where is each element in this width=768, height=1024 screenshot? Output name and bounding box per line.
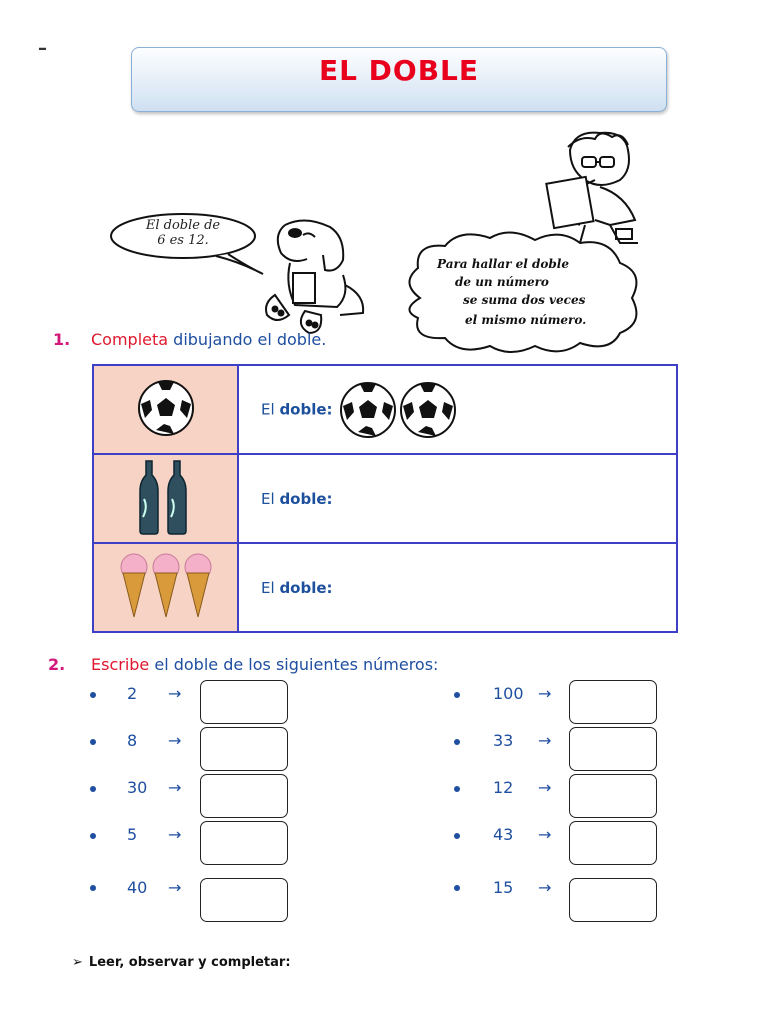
given-number: 5 <box>127 825 138 844</box>
given-number: 12 <box>493 778 514 797</box>
bullet-icon <box>454 833 460 839</box>
speech-bubble <box>108 212 268 286</box>
arrow-icon: → <box>168 731 182 750</box>
table-row <box>93 543 677 632</box>
answer-cell[interactable] <box>238 365 677 454</box>
header-dash: – <box>38 38 47 59</box>
speech-text <box>108 218 258 248</box>
given-number: 2 <box>127 684 138 703</box>
answer-label <box>261 490 333 508</box>
given-number: 30 <box>127 778 148 797</box>
speech-line-2: 6 es 12. <box>157 233 209 248</box>
table-row <box>93 365 677 454</box>
label-word: doble: <box>279 400 333 418</box>
arrow-icon: → <box>168 878 182 897</box>
page-title: EL DOBLE <box>318 54 480 87</box>
answer-cell[interactable] <box>238 454 677 543</box>
section-2-number: 2. <box>48 655 66 674</box>
exercise-row <box>454 774 664 818</box>
section-1-instruction <box>53 330 326 349</box>
arrow-icon: → <box>538 825 552 844</box>
bullet-icon <box>454 885 460 891</box>
answer-box[interactable] <box>200 727 288 771</box>
label-word: doble: <box>279 490 333 508</box>
answer-box[interactable] <box>200 821 288 865</box>
bullet-icon <box>90 739 96 745</box>
arrow-icon: → <box>168 825 182 844</box>
answer-box[interactable] <box>569 727 657 771</box>
label-word: doble: <box>279 579 333 597</box>
answer-box[interactable] <box>569 878 657 922</box>
exercise-row <box>454 821 664 865</box>
answer-label <box>261 579 333 597</box>
bullet-icon <box>454 692 460 698</box>
bullet-icon <box>90 833 96 839</box>
arrow-icon: → <box>168 684 182 703</box>
cloud-line-1: Para hallar el doble <box>437 257 569 271</box>
arrow-icon: → <box>538 878 552 897</box>
label-prefix: El <box>261 400 275 418</box>
table-row <box>93 454 677 543</box>
section-2-text: el doble de los siguientes números: <box>149 655 439 674</box>
exercise-row <box>90 774 290 818</box>
exercise-row <box>90 878 290 922</box>
arrow-icon: → <box>538 731 552 750</box>
title-banner <box>131 47 667 112</box>
answer-box[interactable] <box>200 774 288 818</box>
exercise-row <box>90 680 290 724</box>
bullet-icon <box>90 786 96 792</box>
bullet-icon <box>454 786 460 792</box>
soccer-ball-icon <box>398 380 458 440</box>
cloud-line-2: de un número <box>455 275 549 289</box>
section-1-text: dibujando el doble. <box>168 330 327 349</box>
speech-line-1: El doble de <box>145 218 221 233</box>
ice-creams-cell <box>93 543 238 632</box>
given-number: 40 <box>127 878 148 897</box>
arrow-icon: → <box>168 778 182 797</box>
footer-instruction <box>72 955 291 970</box>
section-2-instruction <box>48 655 438 674</box>
exercise-row <box>90 727 290 771</box>
answer-box[interactable] <box>569 821 657 865</box>
given-number: 100 <box>493 684 524 703</box>
exercise-row <box>454 727 664 771</box>
answer-cell[interactable] <box>238 543 677 632</box>
soccer-ball-cell <box>93 365 238 454</box>
given-number: 8 <box>127 731 138 750</box>
answer-box[interactable] <box>200 680 288 724</box>
arrow-icon: → <box>538 778 552 797</box>
answer-box[interactable] <box>569 774 657 818</box>
answer-box[interactable] <box>569 680 657 724</box>
bottles-cell <box>93 454 238 543</box>
bottles-icon <box>136 459 196 535</box>
footer-text: Leer, observar y completar: <box>88 955 291 970</box>
answer-box[interactable] <box>200 878 288 922</box>
bullet-icon <box>90 885 96 891</box>
arrow-icon: → <box>538 684 552 703</box>
exercise-row <box>90 821 290 865</box>
label-prefix: El <box>261 579 275 597</box>
soccer-ball-icon <box>136 378 196 438</box>
ice-creams-icon <box>118 553 214 619</box>
given-number: 43 <box>493 825 514 844</box>
exercise-row <box>454 878 664 922</box>
bullet-icon <box>454 739 460 745</box>
arrow-bullet-icon: ➢ <box>72 955 83 970</box>
dog-reading-illustration <box>245 215 370 344</box>
given-number: 33 <box>493 731 514 750</box>
label-prefix: El <box>261 490 275 508</box>
thought-cloud <box>400 228 645 362</box>
section-2-verb: Escribe <box>91 655 150 674</box>
bullet-icon <box>90 692 96 698</box>
cloud-line-4: el mismo número. <box>465 313 587 327</box>
answer-label <box>261 400 333 418</box>
given-number: 15 <box>493 878 514 897</box>
double-drawing-table <box>92 364 678 633</box>
exercise-row <box>454 680 664 724</box>
section-1-number: 1. <box>53 330 71 349</box>
cloud-line-3: se suma dos veces <box>463 293 586 307</box>
soccer-ball-icon <box>338 380 398 440</box>
section-1-verb: Completa <box>91 330 169 349</box>
